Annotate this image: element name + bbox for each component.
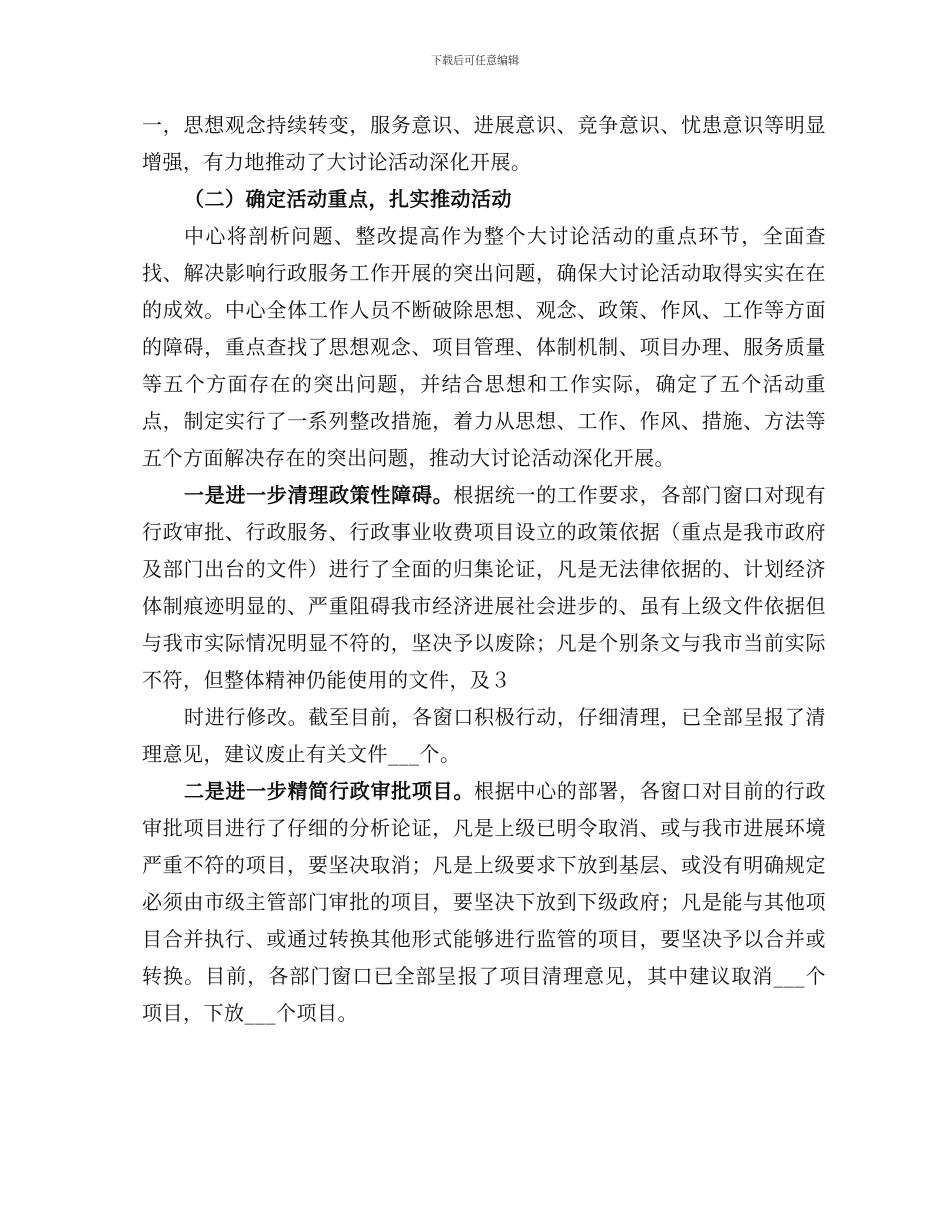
paragraph-lead: 一是进一步清理政策性障碍。 [184, 483, 454, 507]
document-body [142, 107, 826, 1032]
paragraph-lead: 二是进一步精简行政审批项目。 [184, 779, 475, 803]
paragraph-intro: 一，思想观念持续转变，服务意识、进展意识、竞争意识、忧患意识等明显增强，有力地推动了大讨论活动深化开展。 [142, 113, 826, 174]
paragraph-policy-cleanup [142, 477, 826, 699]
paragraph-text: 根据统一的工作要求，各部门窗口对现有行政审批、行政服务、行政事业收费项目设立的政策依据（重点是我市政府及部门出台的文件）进行了全面的归集论证，凡是无法律依据的、计划经济体制痕迹明显的、严重阻碍我市经济进展社会进步的、虽有上级文件依据但与我市实际情况明显不符的，坚决予以废除；凡是个别条文与我市当前实际不符，但整体精神仍能使用的文件，及３ [142, 483, 827, 692]
paragraph-approval-items [142, 773, 826, 1032]
section-heading: （二）确定活动重点，扎实推动活动 [184, 187, 512, 211]
paragraph-revision: 时进行修改。截至目前，各窗口积极行动，仔细清理，已全部呈报了清理意见，建议废止有关文件___个。 [142, 705, 826, 766]
paragraph-focus: 中心将剖析问题、整改提高作为整个大讨论活动的重点环节，全面查找、解决影响行政服务工作开展的突出问题，确保大讨论活动取得实实在在的成效。中心全体工作人员不断破除思想、观念、政策、作风、工作等方面的障碍，重点查找了思想观念、项目管理、体制机制、项目办理、服务质量等五个方面存在的突出问题，并结合思想和工作实际，确定了五个活动重点，制定实行了一系列整改措施，着力从思想、工作、作风、措施、方法等五个方面解决存在的突出问题，推动大讨论活动深化开展。 [142, 224, 826, 470]
page-header-note: 下载后可任意编辑 [431, 54, 519, 67]
paragraph-text: 根据中心的部署，各窗口对目前的行政审批项目进行了仔细的分析论证，凡是上级已明令取消、或与我市进展环境严重不符的项目，要坚决取消；凡是上级要求下放到基层、或没有明确规定必须由市级主管部门审批的项目，要坚决下放到下级政府；凡是能与其他项目合并执行、或通过转换其他形式能够进行监管的项目，要坚决予以合并或转换。目前，各部门窗口已全部呈报了项目清理意见，其中建议取消___个项目，下放___个项目。 [142, 779, 827, 1025]
